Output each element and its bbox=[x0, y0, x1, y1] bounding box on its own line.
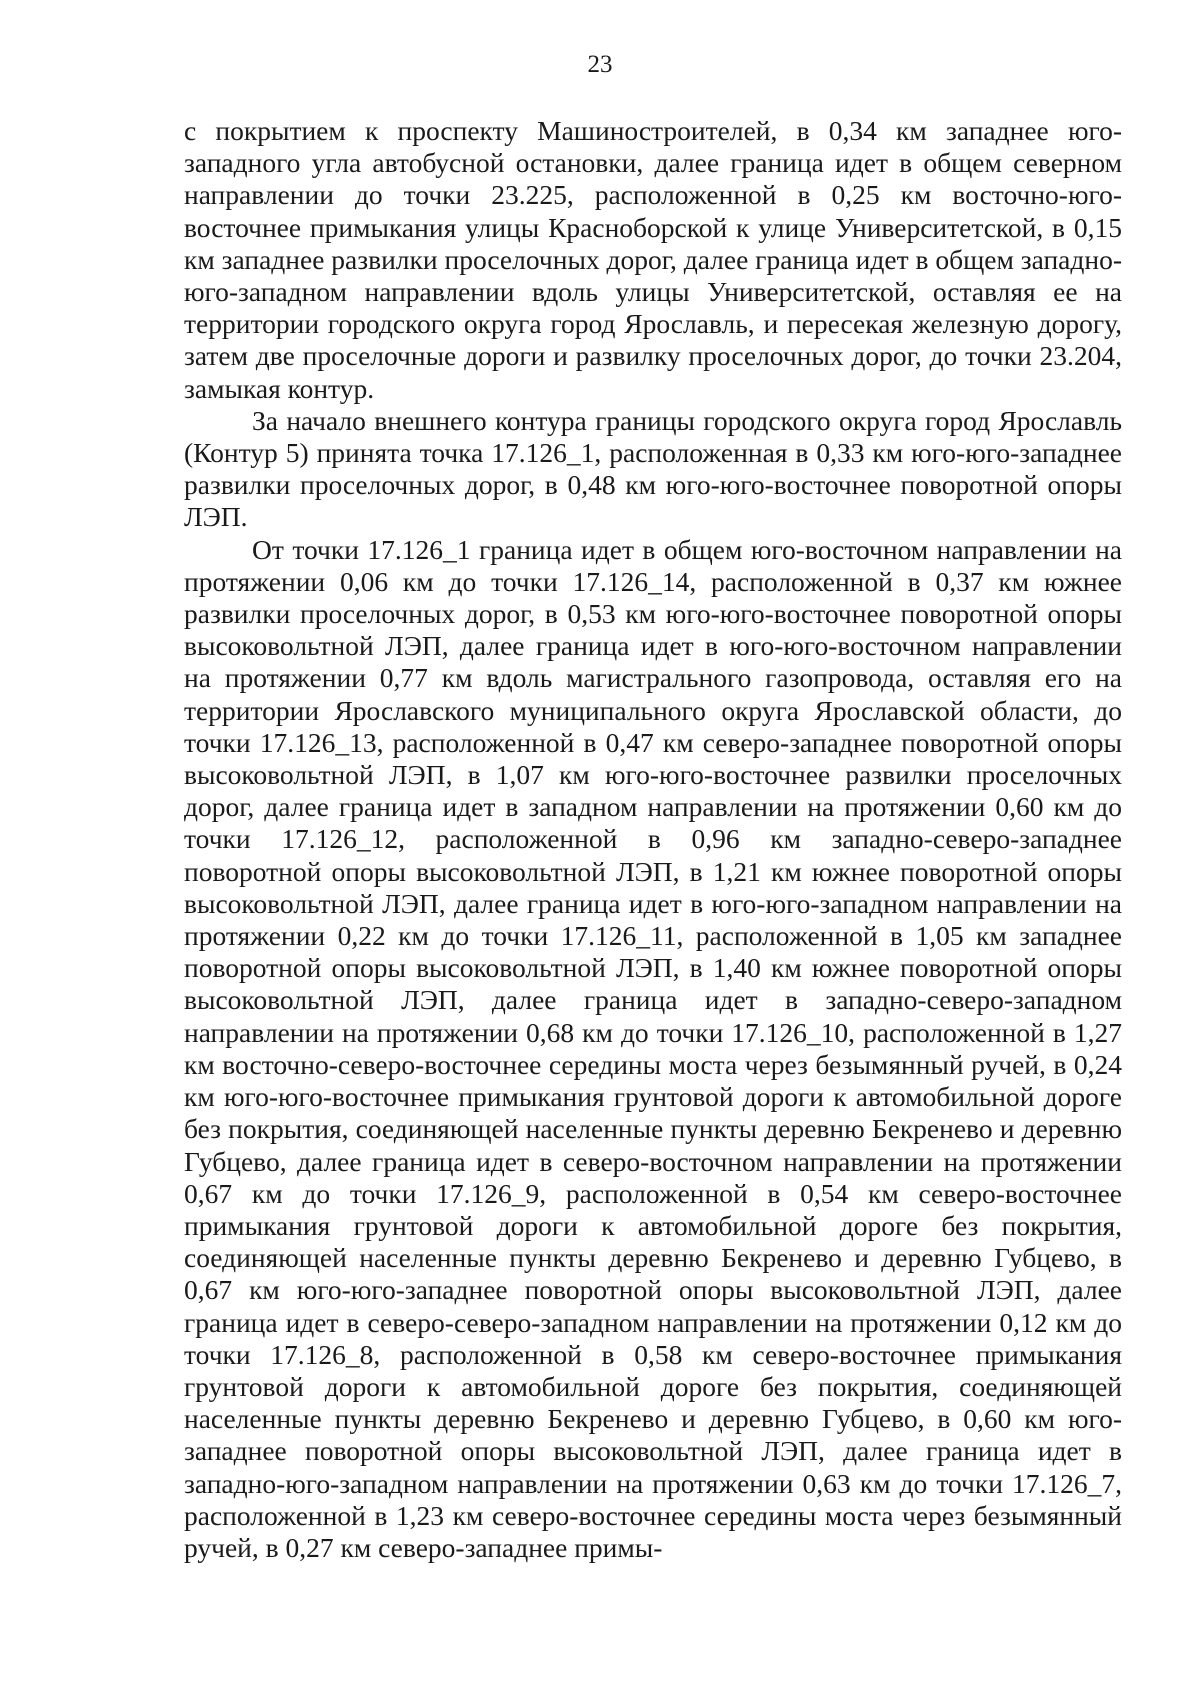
paragraph-continuation: с покрытием к проспекту Машиностроителей, в 0,34 км западнее юго-западного угла автобусной остановки, далее граница идет в общем северном направлении до точки 23.225, расположенной в 0,25 км восточно-юго-восточнее примыкания улицы Красноборской к улице Университетской, в 0,15 км западнее развилки проселочных дорог, далее граница идет в общем западно-юго-западном направлении вдоль улицы Университетской, оставляя ее на территории городского округа город Ярославль, и пересекая железную дорогу, затем две проселочные дороги и развилку проселочных дорог, до точки 23.204, замыкая контур. bbox=[184, 115, 1122, 404]
document-body bbox=[184, 115, 1122, 1564]
paragraph-boundary-description: От точки 17.126_1 граница идет в общем юго-восточном направлении на протяжении 0,06 км до точки 17.126_14, расположенной в 0,37 км южнее развилки проселочных дорог, в 0,53 км юго-юго-восточнее поворотной опоры высоковольтной ЛЭП, далее граница идет в юго-юго-восточном направлении на протяжении 0,77 км вдоль магистрального газопровода, оставляя его на территории Ярославского муниципального округа Ярославской области, до точки 17.126_13, расположенной в 0,47 км северо-западнее поворотной опоры высоковольтной ЛЭП, в 1,07 км юго-юго-восточнее развилки проселочных дорог, далее граница идет в западном направлении на протяжении 0,60 км до точки 17.126_12, расположенной в 0,96 км западно-северо-западнее поворотной опоры высоковольтной ЛЭП, в 1,21 км южнее поворотной опоры высоковольтной ЛЭП, далее граница идет в юго-юго-западном направлении на протяжении 0,22 км до точки 17.126_11, расположенной в 1,05 км западнее поворотной опоры высоковольтной ЛЭП, в 1,40 км южнее поворотной опоры высоковольтной ЛЭП, далее граница идет в западно-северо-западном направлении на протяжении 0,68 км до точки 17.126_10, расположенной в 1,27 км восточно-северо-восточнее середины моста через безымянный ручей, в 0,24 км юго-юго-восточнее примыкания грунтовой дороги к автомобильной дороге без покрытия, соединяющей населенные пункты деревню Бекренево и деревню Губцево, далее граница идет в северо-восточном направлении на протяжении 0,67 км до точки 17.126_9, расположенной в 0,54 км северо-восточнее примыкания грунтовой дороги к автомобильной дороге без покрытия, соединяющей населенные пункты деревню Бекренево и деревню Губцево, в 0,67 км юго-юго-западнее поворотной опоры высоковольтной ЛЭП, далее граница идет в северо-северо-западном направлении на протяжении 0,12 км до точки 17.126_8, расположенной в 0,58 км северо-восточнее примыкания грунтовой дороги к автомобильной дороге без покрытия, соединяющей населенные пункты деревню Бекренево и деревню Губцево, в 0,60 км юго-западнее поворотной опоры высоковольтной ЛЭП, далее граница идет в западно-юго-западном направлении на протяжении 0,63 км до точки 17.126_7, расположенной в 1,23 км северо-восточнее середины моста через безымянный ручей, в 0,27 км северо-западнее примы- bbox=[184, 533, 1122, 1563]
paragraph-contour-start: За начало внешнего контура границы городского округа город Ярославль (Контур 5) принята точка 17.126_1, расположенная в 0,33 км юго-юго-западнее развилки проселочных дорог, в 0,48 км юго-юго-восточнее поворотной опоры ЛЭП. bbox=[184, 404, 1122, 533]
page-number: 23 bbox=[587, 51, 613, 78]
